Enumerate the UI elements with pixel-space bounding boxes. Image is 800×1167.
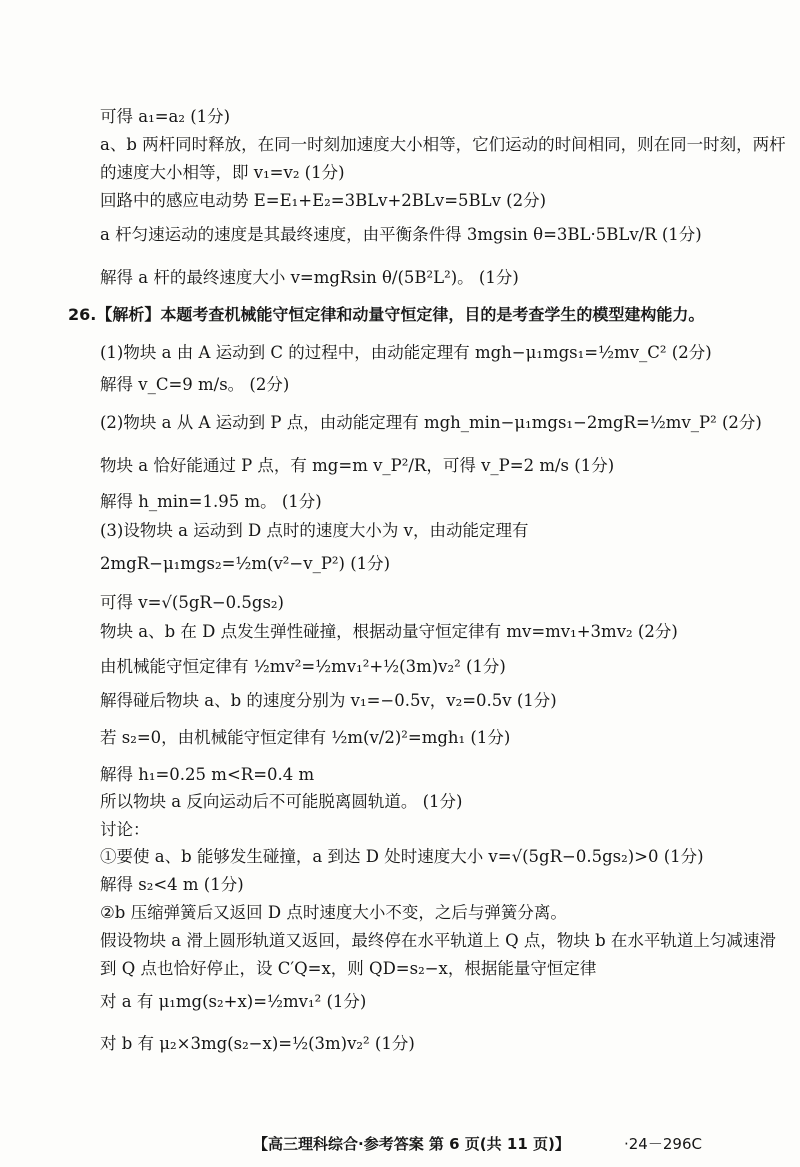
text-line: 到 Q 点也恰好停止，设 C′Q=x，则 QD=s₂−x，根据能量守恒定律 [100,959,597,978]
text-line: 对 a 有 μ₁mg(s₂+x)=½mv₁² (1分) [100,992,367,1011]
text-line: 物块 a、b 在 D 点发生弹性碰撞，根据动量守恒定律有 mv=mv₁+3mv₂ (2分) [100,622,678,641]
text-line: 解得 v_C=9 m/s。 (2分) [100,375,290,394]
text-line: (2)物块 a 从 A 运动到 P 点，由动能定理有 mgh_min−μ₁mgs₁−2mgR=½mv_P² (2分) [100,413,762,432]
text-line: 的速度大小相等，即 v₁=v₂ (1分) [100,163,345,182]
text-line: ②b 压缩弹簧后又返回 D 点时速度大小不变，之后与弹簧分离。 [100,903,567,922]
text-line: 解得 s₂<4 m (1分) [100,875,244,894]
text-line: 所以物块 a 反向运动后不可能脱离圆轨道。 (1分) [100,792,463,811]
text-line: 假设物块 a 滑上圆形轨道又返回，最终停在水平轨道上 Q 点，物块 b 在水平轨道上匀减速滑 [100,931,776,950]
text-line: 对 b 有 μ₂×3mg(s₂−x)=½(3m)v₂² (1分) [100,1034,415,1053]
text-line: 讨论： [100,820,150,839]
footer-code: ·24－296C [624,1135,702,1153]
text-line: 可得 a₁=a₂ (1分) [100,107,231,126]
text-line: 可得 v=√(5gR−0.5gs₂) [100,593,284,612]
text-line: ①要使 a、b 能够发生碰撞，a 到达 D 处时速度大小 v=√(5gR−0.5gs₂)>0 (1分) [100,847,704,866]
text-line: 回路中的感应电动势 E=E₁+E₂=3BLv+2BLv=5BLv (2分) [100,191,547,210]
text-line: a 杆匀速运动的速度是其最终速度，由平衡条件得 3mgsin θ=3BL·5BLv/R (1分) [100,225,702,244]
text-line: 解得 a 杆的最终速度大小 v=mgRsin θ/(5B²L²)。 (1分) [100,268,519,287]
text-line: 由机械能守恒定律有 ½mv²=½mv₁²+½(3m)v₂² (1分) [100,657,506,676]
text-line: (1)物块 a 由 A 运动到 C 的过程中，由动能定理有 mgh−μ₁mgs₁=½mv_C² (2分) [100,343,712,362]
section-heading: 26.【解析】本题考查机械能守恒定律和动量守恒定律，目的是考查学生的模型建构能力。 [68,305,705,324]
text-line: 解得碰后物块 a、b 的速度分别为 v₁=−0.5v，v₂=0.5v (1分) [100,691,557,710]
text-line: (3)设物块 a 运动到 D 点时的速度大小为 v，由动能定理有 [100,521,529,540]
text-line: 若 s₂=0，由机械能守恒定律有 ½m(v/2)²=mgh₁ (1分) [100,728,511,747]
text-line: 解得 h_min=1.95 m。 (1分) [100,492,322,511]
text-line: a、b 两杆同时释放，在同一时刻加速度大小相等，它们运动的时间相同，则在同一时刻，两杆 [100,135,786,154]
text-line: 物块 a 恰好能通过 P 点，有 mg=m v_P²/R，可得 v_P=2 m/s (1分) [100,456,615,475]
text-line: 2mgR−μ₁mgs₂=½m(v²−v_P²) (1分) [100,554,391,573]
footer-title: 【高三理科综合·参考答案 第 6 页(共 11 页)】 [253,1135,570,1153]
text-line: 解得 h₁=0.25 m<R=0.4 m [100,765,315,784]
